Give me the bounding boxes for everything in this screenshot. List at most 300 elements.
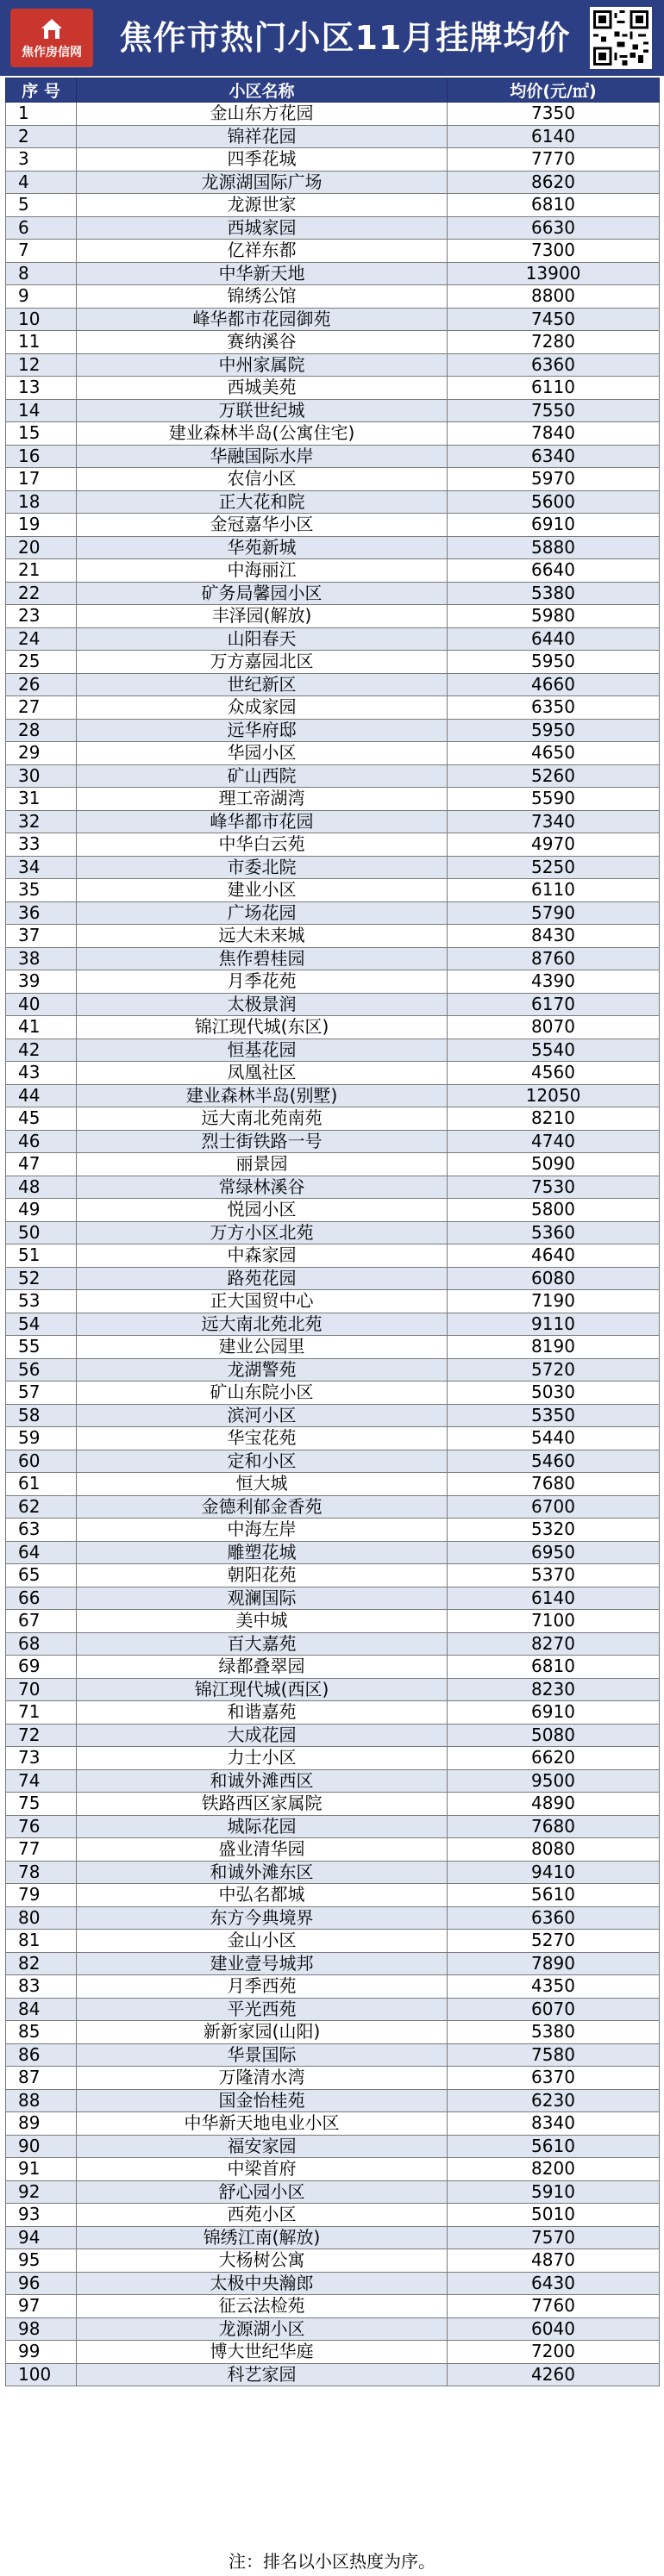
cell-rank: 90: [6, 2135, 77, 2158]
cell-community-name: 农信小区: [77, 468, 448, 491]
cell-avg-price: 7450: [448, 308, 660, 331]
cell-community-name: 舒心园小区: [77, 2180, 448, 2204]
cell-avg-price: 6360: [448, 1906, 660, 1930]
table-row: [6, 148, 660, 172]
cell-avg-price: 6040: [448, 2317, 660, 2341]
table-row: [6, 2272, 660, 2295]
cell-rank: 84: [6, 1998, 77, 2021]
cell-rank: 5: [6, 194, 77, 217]
cell-rank: 83: [6, 1975, 77, 1999]
cell-community-name: 峰华都市花园御苑: [77, 308, 448, 331]
cell-community-name: 锦绣江南(解放): [77, 2226, 448, 2249]
cell-avg-price: 5880: [448, 536, 660, 559]
cell-rank: 97: [6, 2295, 77, 2318]
cell-avg-price: 7840: [448, 422, 660, 446]
table-row: [6, 582, 660, 605]
table-row: [6, 1587, 660, 1610]
cell-rank: 14: [6, 399, 77, 422]
cell-avg-price: 7340: [448, 810, 660, 833]
cell-avg-price: 8270: [448, 1632, 660, 1656]
table-row: [6, 1313, 660, 1336]
table-row: [6, 1404, 660, 1427]
cell-rank: 11: [6, 331, 77, 354]
cell-rank: 99: [6, 2341, 77, 2364]
cell-community-name: 锦江现代城(东区): [77, 1016, 448, 1039]
cell-avg-price: 5610: [448, 2135, 660, 2158]
cell-community-name: 建业壹号城邦: [77, 1952, 448, 1975]
cell-community-name: 金冠嘉华小区: [77, 514, 448, 537]
column-header-no: 序 号: [6, 78, 77, 103]
cell-rank: 89: [6, 2112, 77, 2136]
table-row: [6, 719, 660, 742]
table-row: [6, 514, 660, 537]
cell-avg-price: 7770: [448, 148, 660, 172]
site-logo[interactable]: [10, 9, 93, 67]
cell-community-name: 中华新天地: [77, 262, 448, 285]
footnote: 注：排名以小区热度为序。: [229, 2551, 435, 2572]
cell-avg-price: 6810: [448, 1656, 660, 1679]
cell-avg-price: 5440: [448, 1427, 660, 1450]
cell-rank: 26: [6, 673, 77, 696]
table-row: [6, 1290, 660, 1313]
cell-community-name: 远大未来城: [77, 925, 448, 948]
cell-rank: 9: [6, 285, 77, 309]
cell-rank: 6: [6, 216, 77, 240]
table-row: [6, 1975, 660, 1999]
table-row: [6, 308, 660, 331]
table-row: [6, 171, 660, 194]
cell-community-name: 盛业清华园: [77, 1838, 448, 1862]
cell-community-name: 龙湖警苑: [77, 1358, 448, 1382]
table-row: [6, 925, 660, 948]
cell-avg-price: 5080: [448, 1724, 660, 1747]
cell-avg-price: 8190: [448, 1336, 660, 1359]
cell-rank: 79: [6, 1884, 77, 1907]
cell-rank: 29: [6, 742, 77, 765]
cell-avg-price: 5540: [448, 1039, 660, 1062]
cell-rank: 21: [6, 559, 77, 583]
cell-community-name: 凤凰社区: [77, 1062, 448, 1085]
cell-rank: 22: [6, 582, 77, 605]
cell-community-name: 远大南北苑南苑: [77, 1107, 448, 1131]
cell-community-name: 万方小区北苑: [77, 1221, 448, 1244]
cell-avg-price: 6230: [448, 2089, 660, 2112]
cell-avg-price: 8430: [448, 925, 660, 948]
cell-avg-price: 6910: [448, 1701, 660, 1725]
cell-community-name: 金山东方花园: [77, 103, 448, 126]
table-row: [6, 1016, 660, 1039]
cell-community-name: 焦作碧桂园: [77, 947, 448, 970]
table-row: [6, 445, 660, 468]
cell-rank: 7: [6, 240, 77, 263]
cell-rank: 92: [6, 2180, 77, 2204]
cell-community-name: 亿祥东都: [77, 240, 448, 263]
cell-rank: 91: [6, 2158, 77, 2181]
cell-rank: 72: [6, 1724, 77, 1747]
cell-avg-price: 5720: [448, 1358, 660, 1382]
cell-avg-price: 5270: [448, 1930, 660, 1953]
table-row: [6, 2158, 660, 2181]
cell-community-name: 铁路西区家属院: [77, 1793, 448, 1816]
cell-rank: 98: [6, 2317, 77, 2341]
table-row: [6, 2043, 660, 2067]
table-row: [6, 103, 660, 126]
cell-rank: 25: [6, 651, 77, 674]
cell-rank: 36: [6, 901, 77, 925]
cell-rank: 15: [6, 422, 77, 446]
cell-community-name: 中华新天地电业小区: [77, 2112, 448, 2136]
table-row: [6, 651, 660, 674]
cell-community-name: 万隆清水湾: [77, 2067, 448, 2090]
cell-rank: 44: [6, 1084, 77, 1107]
cell-community-name: 正大花和院: [77, 490, 448, 514]
table-row: [6, 1382, 660, 1405]
cell-rank: 88: [6, 2089, 77, 2112]
table-row: [6, 1952, 660, 1975]
table-row: [6, 1244, 660, 1268]
cell-avg-price: 4350: [448, 1975, 660, 1999]
cell-community-name: 新新家园(山阳): [77, 2021, 448, 2044]
cell-community-name: 华园小区: [77, 742, 448, 765]
table-row: [6, 1610, 660, 1633]
cell-avg-price: 5610: [448, 1884, 660, 1907]
cell-avg-price: 6110: [448, 377, 660, 400]
cell-community-name: 建业森林半岛(公寓住宅): [77, 422, 448, 446]
cell-community-name: 绿都叠翠园: [77, 1656, 448, 1679]
cell-avg-price: 6140: [448, 125, 660, 148]
cell-rank: 71: [6, 1701, 77, 1725]
cell-rank: 69: [6, 1656, 77, 1679]
cell-avg-price: 7280: [448, 331, 660, 354]
table-row: [6, 833, 660, 857]
cell-rank: 53: [6, 1290, 77, 1313]
cell-community-name: 万联世纪城: [77, 399, 448, 422]
cell-community-name: 朝阳花苑: [77, 1564, 448, 1587]
table-row: [6, 627, 660, 651]
cell-rank: 35: [6, 879, 77, 902]
cell-avg-price: 6700: [448, 1495, 660, 1519]
cell-avg-price: 6910: [448, 514, 660, 537]
cell-rank: 82: [6, 1952, 77, 1975]
table-row: [6, 764, 660, 788]
cell-avg-price: 5320: [448, 1519, 660, 1542]
table-row: [6, 2249, 660, 2273]
table-row: [6, 2180, 660, 2204]
cell-avg-price: 8070: [448, 1016, 660, 1039]
cell-avg-price: 6370: [448, 2067, 660, 2090]
table-row: [6, 262, 660, 285]
cell-avg-price: 6080: [448, 1267, 660, 1290]
cell-community-name: 远大南北苑北苑: [77, 1313, 448, 1336]
cell-rank: 73: [6, 1747, 77, 1770]
cell-rank: 8: [6, 262, 77, 285]
cell-avg-price: 9410: [448, 1861, 660, 1884]
cell-community-name: 建业森林半岛(别墅): [77, 1084, 448, 1107]
cell-avg-price: 8080: [448, 1838, 660, 1862]
table-row: [6, 1084, 660, 1107]
table-row: [6, 788, 660, 811]
cell-community-name: 中华白云苑: [77, 833, 448, 857]
table-header-row: [6, 78, 660, 103]
cell-avg-price: 7760: [448, 2295, 660, 2318]
cell-rank: 46: [6, 1130, 77, 1153]
cell-rank: 87: [6, 2067, 77, 2090]
cell-rank: 66: [6, 1587, 77, 1610]
table-row: [6, 2295, 660, 2318]
cell-rank: 50: [6, 1221, 77, 1244]
cell-avg-price: 7350: [448, 103, 660, 126]
cell-rank: 19: [6, 514, 77, 537]
cell-rank: 100: [6, 2363, 77, 2386]
table-row: [6, 605, 660, 628]
cell-community-name: 丰泽园(解放): [77, 605, 448, 628]
cell-community-name: 科艺家园: [77, 2363, 448, 2386]
table-row: [6, 331, 660, 354]
cell-avg-price: 6170: [448, 993, 660, 1016]
table-row: [6, 1336, 660, 1359]
table-row: [6, 742, 660, 765]
cell-rank: 37: [6, 925, 77, 948]
table-row: [6, 1199, 660, 1222]
house-icon: [39, 16, 65, 41]
cell-rank: 28: [6, 719, 77, 742]
cell-community-name: 万方嘉园北区: [77, 651, 448, 674]
cell-rank: 32: [6, 810, 77, 833]
cell-community-name: 西城美苑: [77, 377, 448, 400]
cell-rank: 78: [6, 1861, 77, 1884]
table-row: [6, 490, 660, 514]
table-row: [6, 1358, 660, 1382]
cell-rank: 34: [6, 856, 77, 879]
table-row: [6, 1793, 660, 1816]
cell-rank: 42: [6, 1039, 77, 1062]
cell-avg-price: 6440: [448, 627, 660, 651]
table-row: [6, 377, 660, 400]
table-row: [6, 1473, 660, 1496]
table-row: [6, 1724, 660, 1747]
cell-community-name: 赛纳溪谷: [77, 331, 448, 354]
cell-avg-price: 4650: [448, 742, 660, 765]
table-row: [6, 1906, 660, 1930]
cell-community-name: 常绿林溪谷: [77, 1176, 448, 1199]
cell-avg-price: 6070: [448, 1998, 660, 2021]
cell-avg-price: 5970: [448, 468, 660, 491]
cell-community-name: 百大嘉苑: [77, 1632, 448, 1656]
table-row: [6, 1861, 660, 1884]
cell-avg-price: 5950: [448, 719, 660, 742]
cell-community-name: 和诚外滩东区: [77, 1861, 448, 1884]
cell-community-name: 远华府邸: [77, 719, 448, 742]
cell-avg-price: 5370: [448, 1564, 660, 1587]
table-row: [6, 2226, 660, 2249]
table-row: [6, 1450, 660, 1473]
table-row: [6, 2021, 660, 2044]
cell-community-name: 华宝花苑: [77, 1427, 448, 1450]
price-table: [5, 78, 660, 2386]
table-row: [6, 1062, 660, 1085]
cell-rank: 33: [6, 833, 77, 857]
cell-avg-price: 4970: [448, 833, 660, 857]
cell-community-name: 烈士街铁路一号: [77, 1130, 448, 1153]
table-row: [6, 216, 660, 240]
cell-avg-price: 6110: [448, 879, 660, 902]
cell-avg-price: 5590: [448, 788, 660, 811]
cell-avg-price: 4890: [448, 1793, 660, 1816]
cell-community-name: 美中城: [77, 1610, 448, 1633]
table-row: [6, 399, 660, 422]
cell-avg-price: 8210: [448, 1107, 660, 1131]
cell-rank: 12: [6, 353, 77, 377]
cell-rank: 17: [6, 468, 77, 491]
cell-community-name: 市委北院: [77, 856, 448, 879]
cell-community-name: 矿山西院: [77, 764, 448, 788]
table-row: [6, 125, 660, 148]
cell-community-name: 国金怡桂苑: [77, 2089, 448, 2112]
cell-community-name: 龙源湖小区: [77, 2317, 448, 2341]
cell-community-name: 锦祥花园: [77, 125, 448, 148]
table-row: [6, 696, 660, 720]
cell-community-name: 征云法检苑: [77, 2295, 448, 2318]
cell-avg-price: 13900: [448, 262, 660, 285]
cell-avg-price: 5910: [448, 2180, 660, 2204]
cell-community-name: 中森家园: [77, 1244, 448, 1268]
table-row: [6, 468, 660, 491]
cell-community-name: 平光西苑: [77, 1998, 448, 2021]
table-row: [6, 2363, 660, 2386]
cell-community-name: 中州家属院: [77, 353, 448, 377]
cell-avg-price: 5380: [448, 582, 660, 605]
cell-rank: 13: [6, 377, 77, 400]
cell-community-name: 众成家园: [77, 696, 448, 720]
cell-avg-price: 5010: [448, 2204, 660, 2227]
cell-community-name: 城际花园: [77, 1815, 448, 1838]
table-row: [6, 1039, 660, 1062]
cell-avg-price: 6360: [448, 353, 660, 377]
cell-avg-price: 8230: [448, 1678, 660, 1701]
cell-community-name: 四季花城: [77, 148, 448, 172]
cell-community-name: 正大国贸中心: [77, 1290, 448, 1313]
cell-community-name: 峰华都市花园: [77, 810, 448, 833]
table-row: [6, 353, 660, 377]
cell-avg-price: 5350: [448, 1404, 660, 1427]
cell-rank: 39: [6, 970, 77, 994]
cell-rank: 43: [6, 1062, 77, 1085]
cell-rank: 56: [6, 1358, 77, 1382]
cell-community-name: 山阳春天: [77, 627, 448, 651]
cell-rank: 95: [6, 2249, 77, 2273]
cell-rank: 30: [6, 764, 77, 788]
cell-avg-price: 7580: [448, 2043, 660, 2067]
cell-avg-price: 6340: [448, 445, 660, 468]
cell-community-name: 中海左岸: [77, 1519, 448, 1542]
cell-rank: 51: [6, 1244, 77, 1268]
cell-avg-price: 4870: [448, 2249, 660, 2273]
cell-rank: 47: [6, 1153, 77, 1176]
cell-community-name: 中梁首府: [77, 2158, 448, 2181]
cell-avg-price: 6630: [448, 216, 660, 240]
cell-rank: 24: [6, 627, 77, 651]
cell-community-name: 力士小区: [77, 1747, 448, 1770]
table-row: [6, 2067, 660, 2090]
cell-community-name: 广场花园: [77, 901, 448, 925]
cell-rank: 48: [6, 1176, 77, 1199]
table-row: [6, 879, 660, 902]
cell-community-name: 丽景园: [77, 1153, 448, 1176]
cell-avg-price: 4390: [448, 970, 660, 994]
table-row: [6, 1107, 660, 1131]
cell-community-name: 西苑小区: [77, 2204, 448, 2227]
cell-avg-price: 6430: [448, 2272, 660, 2295]
cell-rank: 77: [6, 1838, 77, 1862]
cell-community-name: 华苑新城: [77, 536, 448, 559]
table-row: [6, 2135, 660, 2158]
cell-avg-price: 5600: [448, 490, 660, 514]
cell-avg-price: 5380: [448, 2021, 660, 2044]
cell-avg-price: 7570: [448, 2226, 660, 2249]
cell-avg-price: 7100: [448, 1610, 660, 1633]
cell-rank: 85: [6, 2021, 77, 2044]
cell-community-name: 观澜国际: [77, 1587, 448, 1610]
cell-community-name: 和诚外滩西区: [77, 1769, 448, 1793]
cell-avg-price: 6950: [448, 1541, 660, 1564]
cell-avg-price: 9110: [448, 1313, 660, 1336]
logo-text: 焦作房信网: [22, 46, 82, 59]
cell-rank: 86: [6, 2043, 77, 2067]
cell-avg-price: 6640: [448, 559, 660, 583]
cell-rank: 61: [6, 1473, 77, 1496]
table-row: [6, 1678, 660, 1701]
cell-avg-price: 4660: [448, 673, 660, 696]
cell-rank: 23: [6, 605, 77, 628]
cell-rank: 18: [6, 490, 77, 514]
page-title: 焦作市热门小区11月挂牌均价: [119, 19, 571, 57]
table-row: [6, 1176, 660, 1199]
cell-rank: 94: [6, 2226, 77, 2249]
cell-avg-price: 5460: [448, 1450, 660, 1473]
cell-avg-price: 4260: [448, 2363, 660, 2386]
table-row: [6, 1747, 660, 1770]
table-row: [6, 1998, 660, 2021]
cell-community-name: 东方今典境界: [77, 1906, 448, 1930]
table-row: [6, 856, 660, 879]
cell-community-name: 恒大城: [77, 1473, 448, 1496]
cell-avg-price: 6350: [448, 696, 660, 720]
table-body: [6, 103, 660, 2386]
page-header: [0, 0, 664, 76]
table-row: [6, 1656, 660, 1679]
cell-community-name: 金德利郁金香苑: [77, 1495, 448, 1519]
cell-community-name: 大成花园: [77, 1724, 448, 1747]
cell-community-name: 西城家园: [77, 216, 448, 240]
cell-community-name: 理工帝湖湾: [77, 788, 448, 811]
cell-community-name: 滨河小区: [77, 1404, 448, 1427]
cell-avg-price: 7300: [448, 240, 660, 263]
cell-rank: 10: [6, 308, 77, 331]
table-row: [6, 422, 660, 446]
cell-avg-price: 5250: [448, 856, 660, 879]
table-row: [6, 1153, 660, 1176]
cell-rank: 40: [6, 993, 77, 1016]
table-row: [6, 1632, 660, 1656]
table-row: [6, 194, 660, 217]
cell-avg-price: 7550: [448, 399, 660, 422]
cell-avg-price: 8340: [448, 2112, 660, 2136]
cell-rank: 4: [6, 171, 77, 194]
cell-avg-price: 4640: [448, 1244, 660, 1268]
cell-avg-price: 5030: [448, 1382, 660, 1405]
cell-community-name: 中海丽江: [77, 559, 448, 583]
cell-avg-price: 4560: [448, 1062, 660, 1085]
